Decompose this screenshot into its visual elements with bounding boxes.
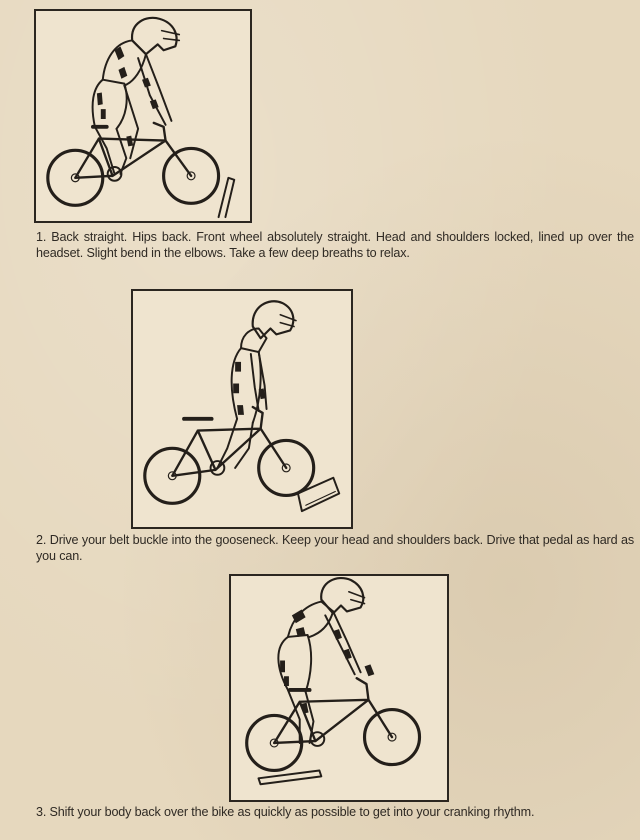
bmx-rider-set-position-icon bbox=[36, 11, 250, 221]
step-1-illustration bbox=[34, 9, 252, 223]
bmx-rider-drive-icon bbox=[133, 291, 351, 527]
step-2-caption: 2. Drive your belt buckle into the gooseneck. Keep your head and shoulders back. Drive that pedal as hard as you can. bbox=[36, 533, 634, 563]
step-3-illustration bbox=[229, 574, 449, 802]
step-2-illustration bbox=[131, 289, 353, 529]
step-1-caption: 1. Back straight. Hips back. Front wheel absolutely straight. Head and shoulders locked, lined up over the headset. Slight bend in the elbows. Take a few deep breaths to relax. bbox=[36, 230, 634, 260]
step-3-caption: 3. Shift your body back over the bike as quickly as possible to get into your cranking rhythm. bbox=[36, 805, 535, 819]
bmx-rider-cranking-icon bbox=[231, 576, 447, 800]
